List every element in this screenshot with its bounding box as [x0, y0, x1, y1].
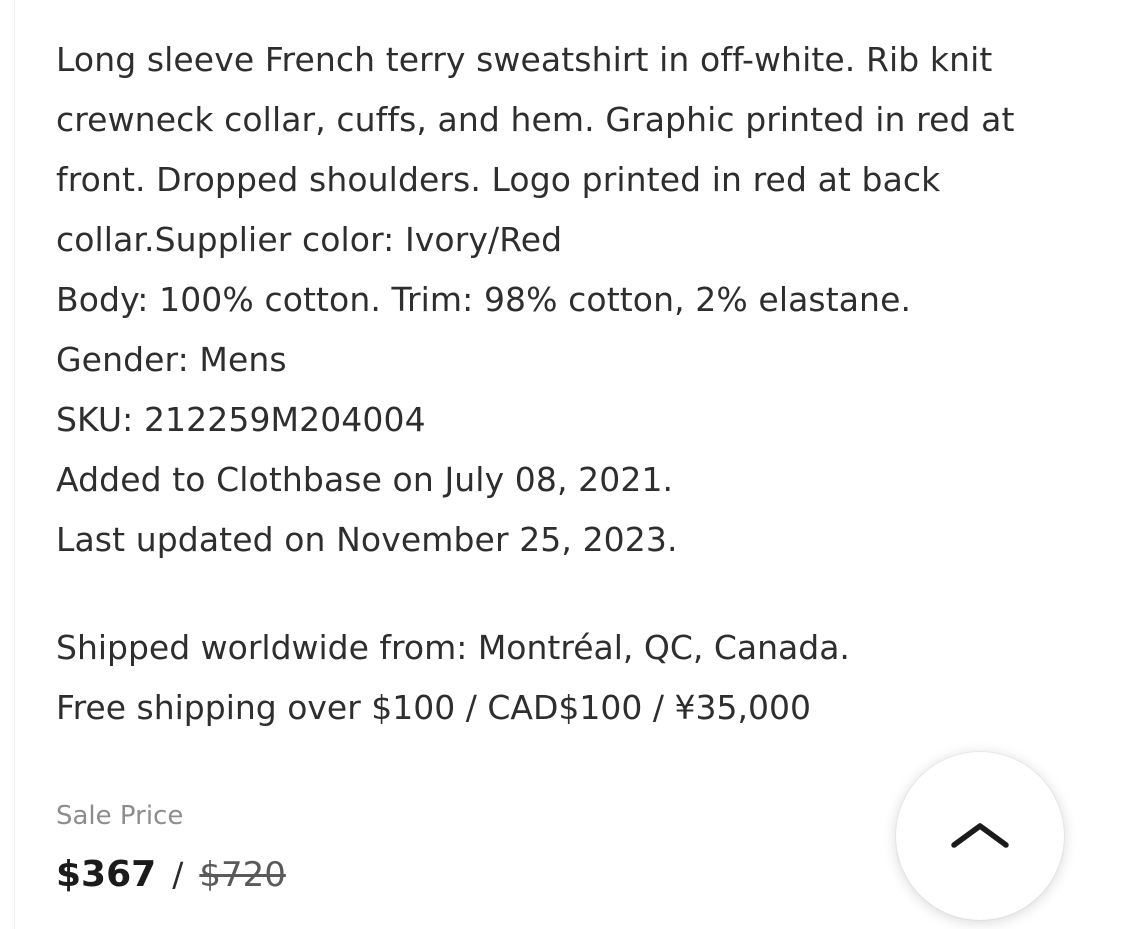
description-paragraph: Long sleeve French terry sweatshirt in off-white. Rib knit crewneck collar, cuffs, and hem. Graphic printed in red at front. Dropped shoulders. Logo printed in red at back collar.Supplier color: Ivory/Red — [56, 40, 1015, 260]
description-sku: SKU: 212259M204004 — [56, 400, 426, 440]
chevron-up-icon — [948, 816, 1012, 856]
price-separator: / — [172, 854, 184, 894]
description-materials: Body: 100% cotton. Trim: 98% cotton, 2% elastane. — [56, 280, 912, 320]
shipping-info — [56, 618, 1085, 738]
shipping-origin: Shipped worldwide from: Montréal, QC, Canada. — [56, 628, 850, 668]
product-info-section — [56, 30, 1085, 739]
scroll-to-top-button[interactable] — [896, 752, 1064, 920]
current-price: $367 — [56, 853, 157, 895]
sale-price-label: Sale Price — [56, 801, 184, 831]
description-added-date: Added to Clothbase on July 08, 2021. — [56, 460, 674, 500]
price-row — [56, 854, 286, 895]
product-description — [56, 30, 1056, 570]
page-left-margin — [0, 0, 15, 929]
price-section — [56, 800, 286, 895]
description-updated-date: Last updated on November 25, 2023. — [56, 520, 678, 560]
shipping-free-threshold: Free shipping over $100 / CAD$100 / ¥35,000 — [56, 688, 811, 728]
description-gender: Gender: Mens — [56, 340, 287, 380]
original-price: $720 — [199, 854, 286, 895]
